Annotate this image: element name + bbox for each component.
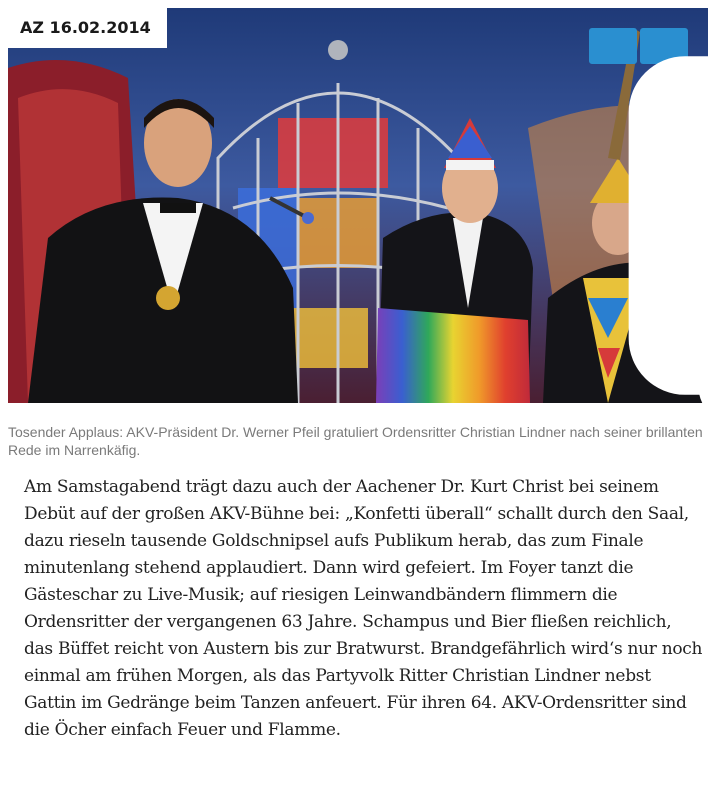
camera-icon: [589, 28, 708, 403]
article-photo[interactable]: [8, 8, 708, 403]
photo-gallery-button[interactable]: [640, 28, 688, 64]
photo-caption: Tosender Applaus: AKV-Präsident Dr. Werner Pfeil gratuliert Ordensritter Christian Lindner nach seiner brillanten Rede im Narrenkäfig.: [8, 424, 703, 458]
date-badge: AZ 16.02.2014: [8, 8, 167, 48]
media-buttons: [589, 28, 688, 64]
article-paragraph: Am Samstagabend trägt dazu auch der Aachener Dr. Kurt Christ bei seinem Debüt auf der großen AKV-Bühne bei: „Konfetti überall“ schallt durch den Saal, dazu rieseln tausende Goldschnipsel aufs Publikum herab, das zum Finale minutenlang stehend applaudiert. Dann wird gefeiert. Im Foyer tanzt die Gästeschar zu Live-Musik; auf riesigen Leinwandbändern flimmern die Ordensritter der vergangenen 63 Jahre. Schampus und Bier fließen reichlich, das Büffet reicht von Austern bis zur Bratwurst. Brandgefährlich wird‘s nur noch einmal am frühen Morgen, als das Partyvolk Ritter Christian Lindner nebst Gattin im Gedränge beim Tanzen anfeuert. Für ihren 64. AKV-Ordensritter sind die Öcher einfach Feuer und Flamme.: [24, 477, 703, 740]
